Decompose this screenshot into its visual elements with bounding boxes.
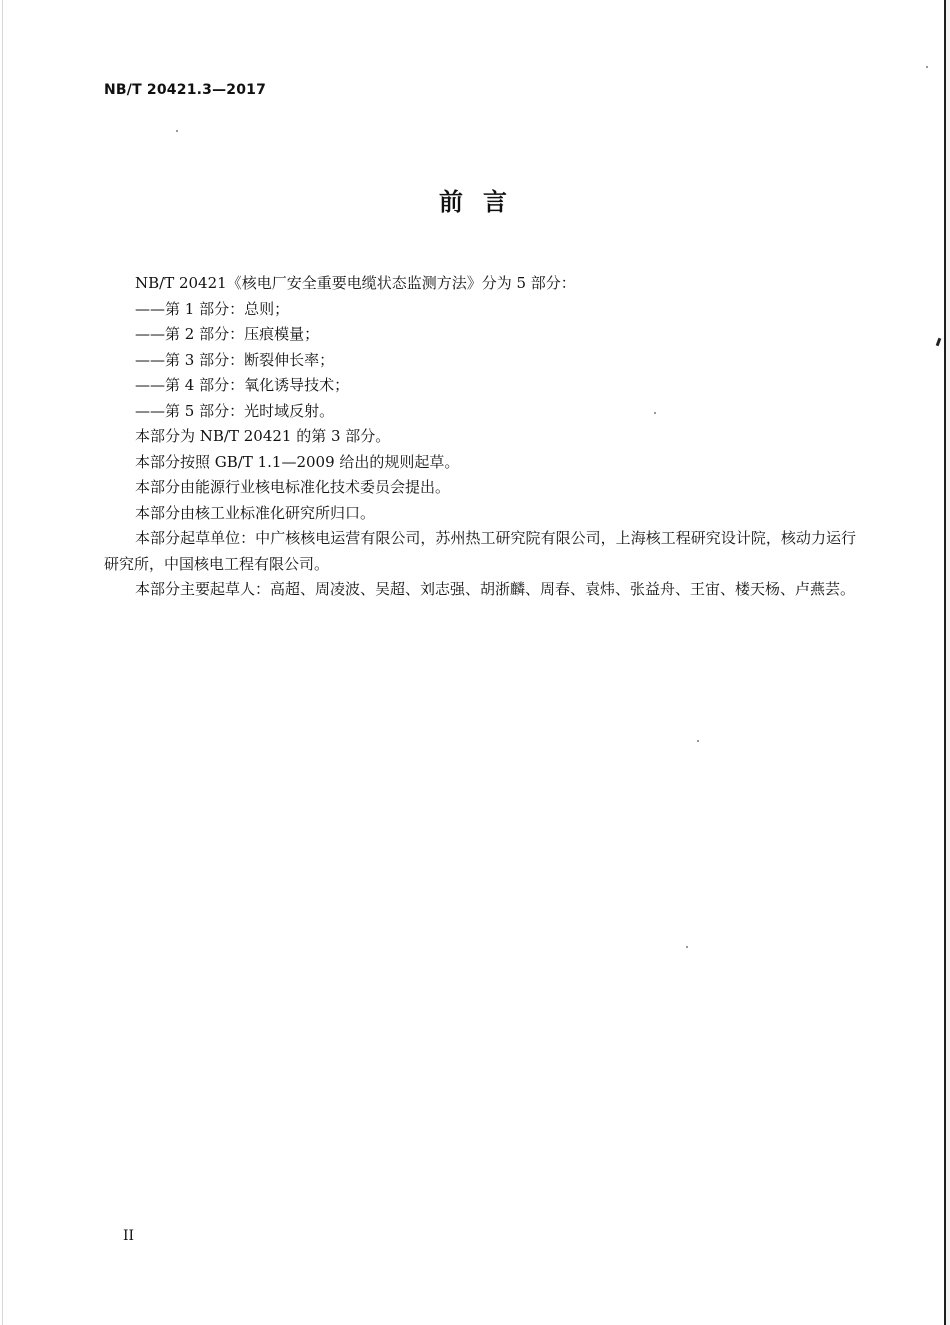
paragraph: 本部分主要起草人：高超、周凌波、吴超、刘志强、胡浙麟、周春、袁炜、张益舟、王宙、楼天杨、卢燕芸。 — [135, 580, 856, 598]
page-number: II — [123, 1228, 135, 1244]
paragraph: 本部分为 NB/T 20421 的第 3 部分。 — [135, 427, 391, 445]
scan-speck — [926, 66, 928, 68]
page-title — [0, 182, 946, 217]
title-char-2: 言 — [483, 188, 507, 216]
paragraph: 本部分由能源行业核电标准化技术委员会提出。 — [135, 478, 451, 496]
scan-speck — [686, 946, 688, 948]
paragraph: NB/T 20421《核电厂安全重要电缆状态监测方法》分为 5 部分： — [135, 274, 576, 292]
paragraph: 本部分由核工业标准化研究所归口。 — [135, 503, 376, 522]
scan-speck — [697, 740, 699, 742]
list-item: ——第 2 部分：压痕模量； — [135, 325, 320, 343]
list-item: ——第 5 部分：光时域反射。 — [135, 401, 335, 420]
scan-edge-mark — [936, 338, 942, 347]
list-item: ——第 1 部分：总则； — [135, 299, 290, 318]
list-item: ——第 4 部分：氧化诱导技术； — [135, 376, 350, 394]
title-char-1: 前 — [439, 188, 463, 216]
paragraph: 本部分起草单位：中广核核电运营有限公司，苏州热工研究院有限公司，上海核工程研究设计院，核动力运行研究所，中国核电工程有限公司。 — [104, 529, 856, 573]
paragraph: 本部分按照 GB/T 1.1—2009 给出的规则起草。 — [135, 452, 460, 471]
scan-speck — [176, 130, 178, 132]
list-item: ——第 3 部分：断裂伸长率； — [135, 350, 335, 369]
foreword-body — [104, 271, 856, 603]
document-code: NB/T 20421.3—2017 — [104, 82, 267, 98]
scan-speck — [654, 412, 656, 414]
